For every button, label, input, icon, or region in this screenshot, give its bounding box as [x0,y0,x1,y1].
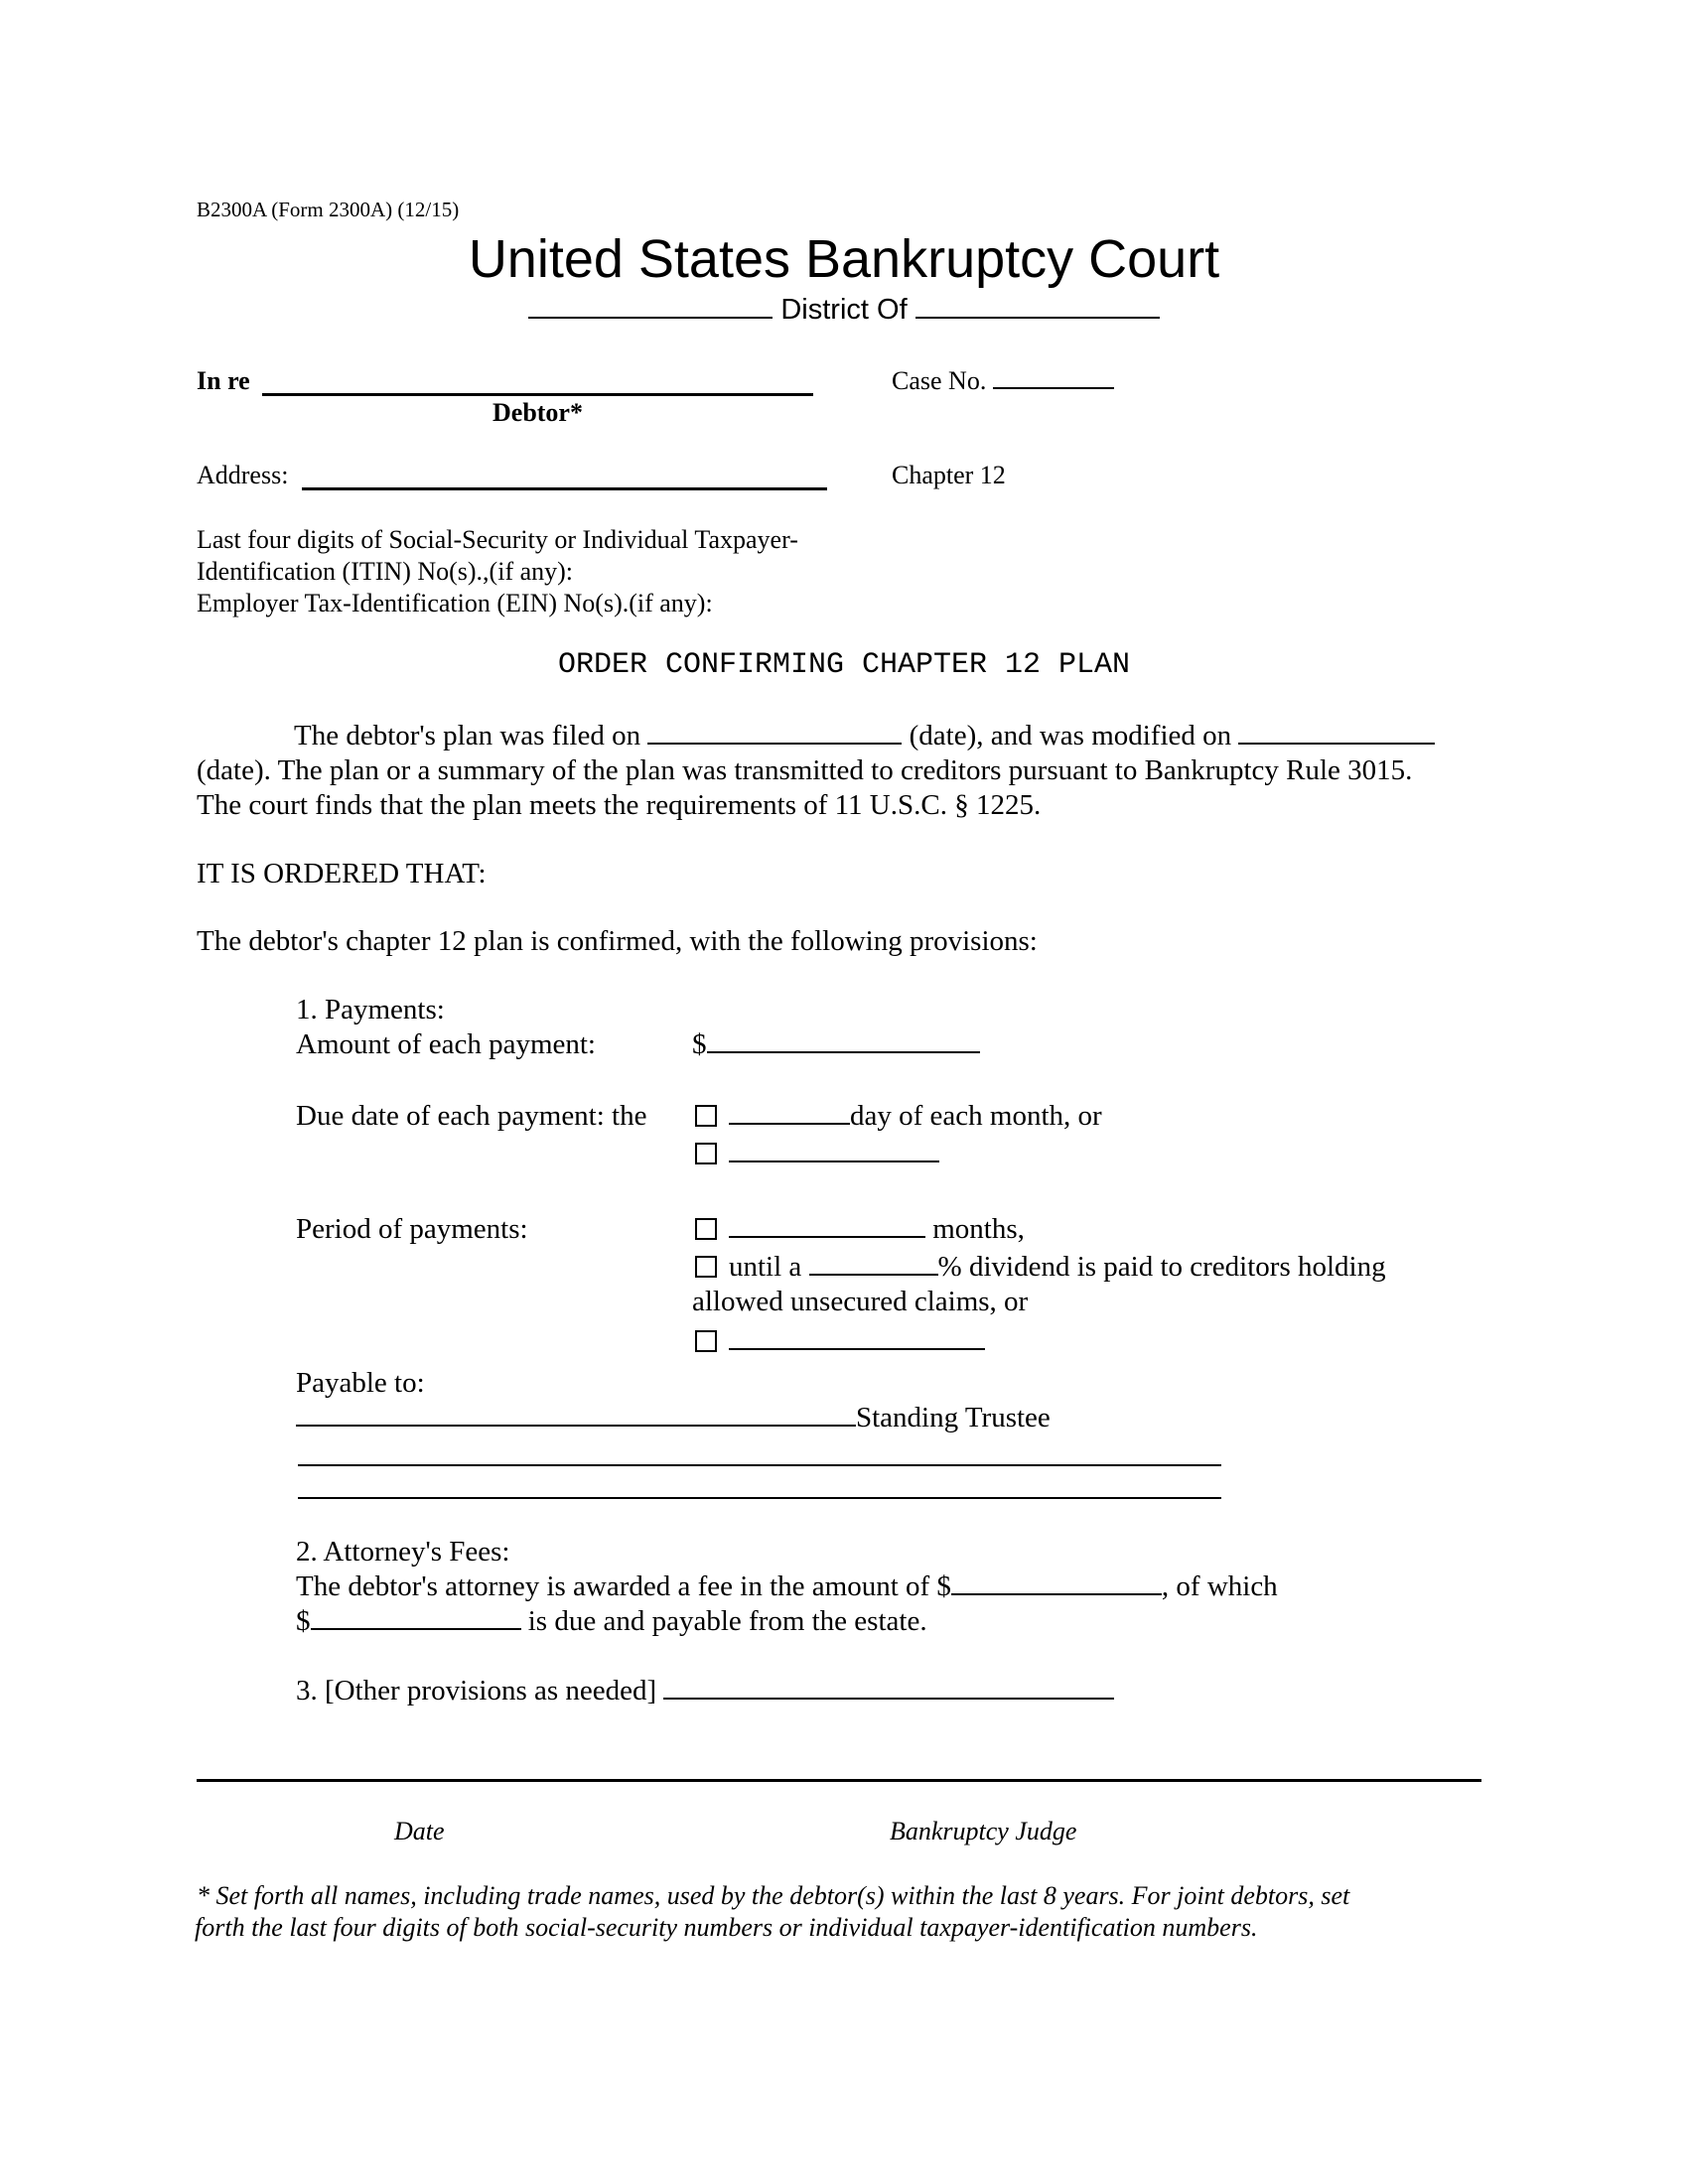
period-option-1 [695,1212,1025,1247]
period-label: Period of payments: [296,1213,528,1245]
period-option-1-checkbox[interactable] [695,1218,717,1240]
district-line [0,292,1688,328]
ssn-line-1: Last four digits of Social-Security or Individual Taxpayer- [197,525,798,554]
amount-field[interactable] [707,1051,980,1053]
ssn-line-2: Identification (ITIN) No(s).,(if any): [197,557,574,586]
period-option-3 [695,1324,985,1359]
payable-to-label: Payable to: [296,1367,425,1399]
due-option-1-text: day of each month, or [850,1100,1102,1132]
district-blank-right[interactable] [915,317,1160,319]
standing-trustee-text: Standing Trustee [856,1402,1051,1433]
period-until-text: until a [729,1251,802,1283]
date-label: Date [394,1817,445,1845]
case-no-field[interactable] [993,387,1114,389]
other-provisions-label: 3. [Other provisions as needed] [296,1675,657,1706]
standing-trustee-line [296,1401,1051,1435]
footnote-line-2: forth the last four digits of both social-security numbers or individual taxpayer-identification numbers. [195,1913,1258,1942]
filed-date-field[interactable] [647,743,902,745]
form-id: B2300A (Form 2300A) (12/15) [197,198,460,221]
case-no-text: Case No. [892,366,987,395]
payee-address-line-2[interactable] [298,1497,1221,1499]
period-other-field[interactable] [729,1348,985,1350]
period-option-2-checkbox[interactable] [695,1256,717,1278]
payee-address-line-1[interactable] [298,1464,1221,1466]
attorney-line-1 [296,1570,1278,1604]
district-blank-left[interactable] [528,317,773,319]
ordered-heading: IT IS ORDERED THAT: [197,858,487,889]
attorney-line-2-text: is due and payable from the estate. [527,1605,927,1637]
dividend-percent-field[interactable] [809,1274,938,1276]
due-day-field[interactable] [729,1123,850,1125]
ein-line: Employer Tax-Identification (EIN) No(s).(if any): [197,589,713,617]
intro-part-1: The debtor's plan was filed on [294,720,641,751]
case-no-label [892,365,1114,397]
signature-line[interactable] [197,1779,1481,1782]
address-label: Address: [197,461,289,489]
confirmed-text: The debtor's chapter 12 plan is confirmed, with the following provisions: [197,925,1038,957]
due-date-label: Due date of each payment: the [296,1100,647,1132]
period-dividend-text: % dividend is paid to creditors holding [937,1251,1386,1283]
attorney-fee-field[interactable] [951,1593,1162,1595]
amount-line [692,1027,980,1062]
period-option-2 [695,1250,1386,1285]
payments-heading: 1. Payments: [296,994,445,1025]
other-provisions-line [296,1674,1114,1708]
due-option-2-checkbox[interactable] [695,1143,717,1164]
attorney-heading: 2. Attorney's Fees: [296,1536,510,1568]
footnote-line-1: * Set forth all names, including trade names, used by the debtor(s) within the last 8 years. For joint debtors, set [197,1881,1350,1910]
district-label: District Of [780,294,908,326]
due-other-field[interactable] [729,1160,939,1162]
dollar-sign: $ [692,1028,707,1060]
attorney-due-field[interactable] [311,1628,521,1630]
months-field[interactable] [729,1236,925,1238]
attorney-line-2-dollar: $ [296,1605,311,1637]
intro-part-2: (date), and was modified on [909,720,1232,751]
period-allowed-text: allowed unsecured claims, or [692,1286,1029,1317]
due-option-1 [695,1099,1102,1134]
intro-line-2: (date). The plan or a summary of the plan was transmitted to creditors pursuant to Bankruptcy Rule 3015. [197,754,1413,786]
other-provisions-field[interactable] [663,1698,1114,1700]
attorney-line-1-end: , of which [1161,1570,1278,1602]
period-option-3-checkbox[interactable] [695,1330,717,1352]
modified-date-field[interactable] [1238,743,1435,745]
order-title: ORDER CONFIRMING CHAPTER 12 PLAN [557,648,1131,682]
chapter-label: Chapter 12 [892,461,1006,489]
debtor-name-field[interactable] [262,393,813,396]
trustee-name-field[interactable] [296,1425,856,1427]
attorney-line-2 [296,1604,927,1639]
amount-label: Amount of each payment: [296,1028,596,1060]
attorney-line-1-text: The debtor's attorney is awarded a fee in the amount of $ [296,1570,951,1602]
intro-line-3: The court finds that the plan meets the requirements of 11 U.S.C. § 1225. [197,789,1042,821]
due-option-2 [695,1137,939,1171]
intro-line-1 [294,719,1435,753]
due-option-1-checkbox[interactable] [695,1105,717,1127]
court-title: United States Bankruptcy Court [468,229,1220,289]
debtor-label: Debtor* [492,398,583,427]
address-field[interactable] [302,487,827,490]
in-re-label: In re [197,366,250,395]
period-months-text: months, [932,1213,1025,1245]
judge-label: Bankruptcy Judge [890,1817,1077,1845]
